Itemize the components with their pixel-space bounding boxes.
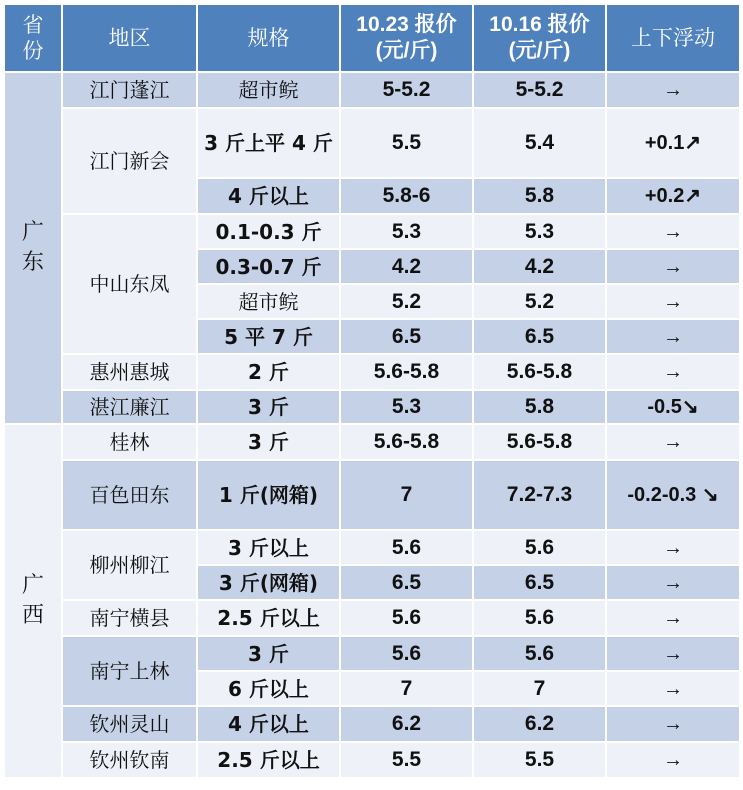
price-1016-cell: 5.6: [473, 636, 606, 671]
province-cell-guangdong: 广东: [4, 72, 62, 424]
region-cell: 南宁上林: [62, 636, 197, 706]
header-change: 上下浮动: [606, 4, 740, 72]
header-region: 地区: [62, 4, 197, 72]
spec-cell: 4 斤以上: [197, 706, 340, 742]
price-1016-cell: 4.2: [473, 249, 606, 284]
change-cell: →: [606, 742, 740, 778]
spec-cell: 3 斤(网箱): [197, 565, 340, 600]
change-cell: →: [606, 72, 740, 108]
table-row: [4, 600, 740, 636]
price-1016-cell: 6.2: [473, 706, 606, 742]
price-1016-cell: 5.6-5.8: [473, 354, 606, 390]
price-1023-cell: 5.6: [340, 600, 473, 636]
change-cell: →: [606, 530, 740, 565]
change-cell: →: [606, 354, 740, 390]
price-1023-cell: 6.5: [340, 565, 473, 600]
price-1016-cell: 6.5: [473, 319, 606, 354]
header-row: [4, 4, 740, 72]
spec-cell: 0.1-0.3 斤: [197, 214, 340, 249]
price-1016-cell: 5.6-5.8: [473, 424, 606, 460]
spec-cell: 0.3-0.7 斤: [197, 249, 340, 284]
price-1023-cell: 7: [340, 671, 473, 706]
change-cell: →: [606, 600, 740, 636]
change-cell: →: [606, 636, 740, 671]
price-1016-cell: 5.3: [473, 214, 606, 249]
change-cell: +0.1↗: [606, 108, 740, 178]
change-cell: +0.2↗: [606, 178, 740, 214]
spec-cell: 3 斤以上: [197, 530, 340, 565]
change-cell: -0.5↘: [606, 390, 740, 424]
price-table: [3, 3, 741, 779]
price-1016-cell: 5.8: [473, 390, 606, 424]
region-cell: 百色田东: [62, 460, 197, 530]
change-cell: →: [606, 284, 740, 319]
spec-cell: 超市鲩: [197, 284, 340, 319]
table-row: [4, 424, 740, 460]
change-cell: →: [606, 706, 740, 742]
region-cell: 钦州灵山: [62, 706, 197, 742]
region-cell: 桂林: [62, 424, 197, 460]
table-row: [4, 706, 740, 742]
table-row: [4, 72, 740, 108]
change-cell: →: [606, 249, 740, 284]
province-cell-guangxi: 广西: [4, 424, 62, 778]
change-cell: →: [606, 671, 740, 706]
region-cell: 江门蓬江: [62, 72, 197, 108]
change-cell: -0.2-0.3 ↘: [606, 460, 740, 530]
region-cell: 钦州钦南: [62, 742, 197, 778]
spec-cell: 4 斤以上: [197, 178, 340, 214]
spec-cell: 3 斤: [197, 636, 340, 671]
table-row: [4, 742, 740, 778]
price-1016-cell: 7.2-7.3: [473, 460, 606, 530]
spec-cell: 2 斤: [197, 354, 340, 390]
price-1016-cell: 5.8: [473, 178, 606, 214]
price-1023-cell: 5.3: [340, 390, 473, 424]
price-1023-cell: 5.6: [340, 636, 473, 671]
price-1016-cell: 5.2: [473, 284, 606, 319]
spec-cell: 1 斤(网箱): [197, 460, 340, 530]
header-price-1023: 10.23 报价(元/斤): [340, 4, 473, 72]
change-cell: →: [606, 319, 740, 354]
table-row: [4, 354, 740, 390]
price-1016-cell: 5.6: [473, 530, 606, 565]
spec-cell: 3 斤: [197, 424, 340, 460]
spec-cell: 2.5 斤以上: [197, 742, 340, 778]
table-row: [4, 530, 740, 565]
header-province: 省份: [4, 4, 62, 72]
spec-cell: 3 斤上平 4 斤: [197, 108, 340, 178]
price-1016-cell: 5.5: [473, 742, 606, 778]
price-1023-cell: 6.5: [340, 319, 473, 354]
table-row: [4, 390, 740, 424]
price-1023-cell: 5.6-5.8: [340, 354, 473, 390]
price-1016-cell: 5-5.2: [473, 72, 606, 108]
spec-cell: 超市鲩: [197, 72, 340, 108]
spec-cell: 2.5 斤以上: [197, 600, 340, 636]
price-1023-cell: 5.2: [340, 284, 473, 319]
spec-cell: 5 平 7 斤: [197, 319, 340, 354]
header-price-1016: 10.16 报价(元/斤): [473, 4, 606, 72]
price-1023-cell: 5.6: [340, 530, 473, 565]
table-row: [4, 214, 740, 249]
table-row: [4, 460, 740, 530]
region-cell: 中山东凤: [62, 214, 197, 354]
price-1023-cell: 5.5: [340, 742, 473, 778]
price-1016-cell: 7: [473, 671, 606, 706]
table-row: [4, 636, 740, 671]
price-1023-cell: 7: [340, 460, 473, 530]
price-1023-cell: 5.8-6: [340, 178, 473, 214]
price-1016-cell: 5.6: [473, 600, 606, 636]
table-row: [4, 108, 740, 178]
region-cell: 江门新会: [62, 108, 197, 214]
spec-cell: 3 斤: [197, 390, 340, 424]
change-cell: →: [606, 214, 740, 249]
spec-cell: 6 斤以上: [197, 671, 340, 706]
price-1023-cell: 5.3: [340, 214, 473, 249]
price-1016-cell: 5.4: [473, 108, 606, 178]
price-1023-cell: 5.6-5.8: [340, 424, 473, 460]
price-1023-cell: 6.2: [340, 706, 473, 742]
change-cell: →: [606, 424, 740, 460]
price-1023-cell: 4.2: [340, 249, 473, 284]
price-1016-cell: 6.5: [473, 565, 606, 600]
price-1023-cell: 5-5.2: [340, 72, 473, 108]
region-cell: 惠州惠城: [62, 354, 197, 390]
change-cell: →: [606, 565, 740, 600]
header-spec: 规格: [197, 4, 340, 72]
region-cell: 湛江廉江: [62, 390, 197, 424]
price-1023-cell: 5.5: [340, 108, 473, 178]
region-cell: 南宁横县: [62, 600, 197, 636]
region-cell: 柳州柳江: [62, 530, 197, 600]
